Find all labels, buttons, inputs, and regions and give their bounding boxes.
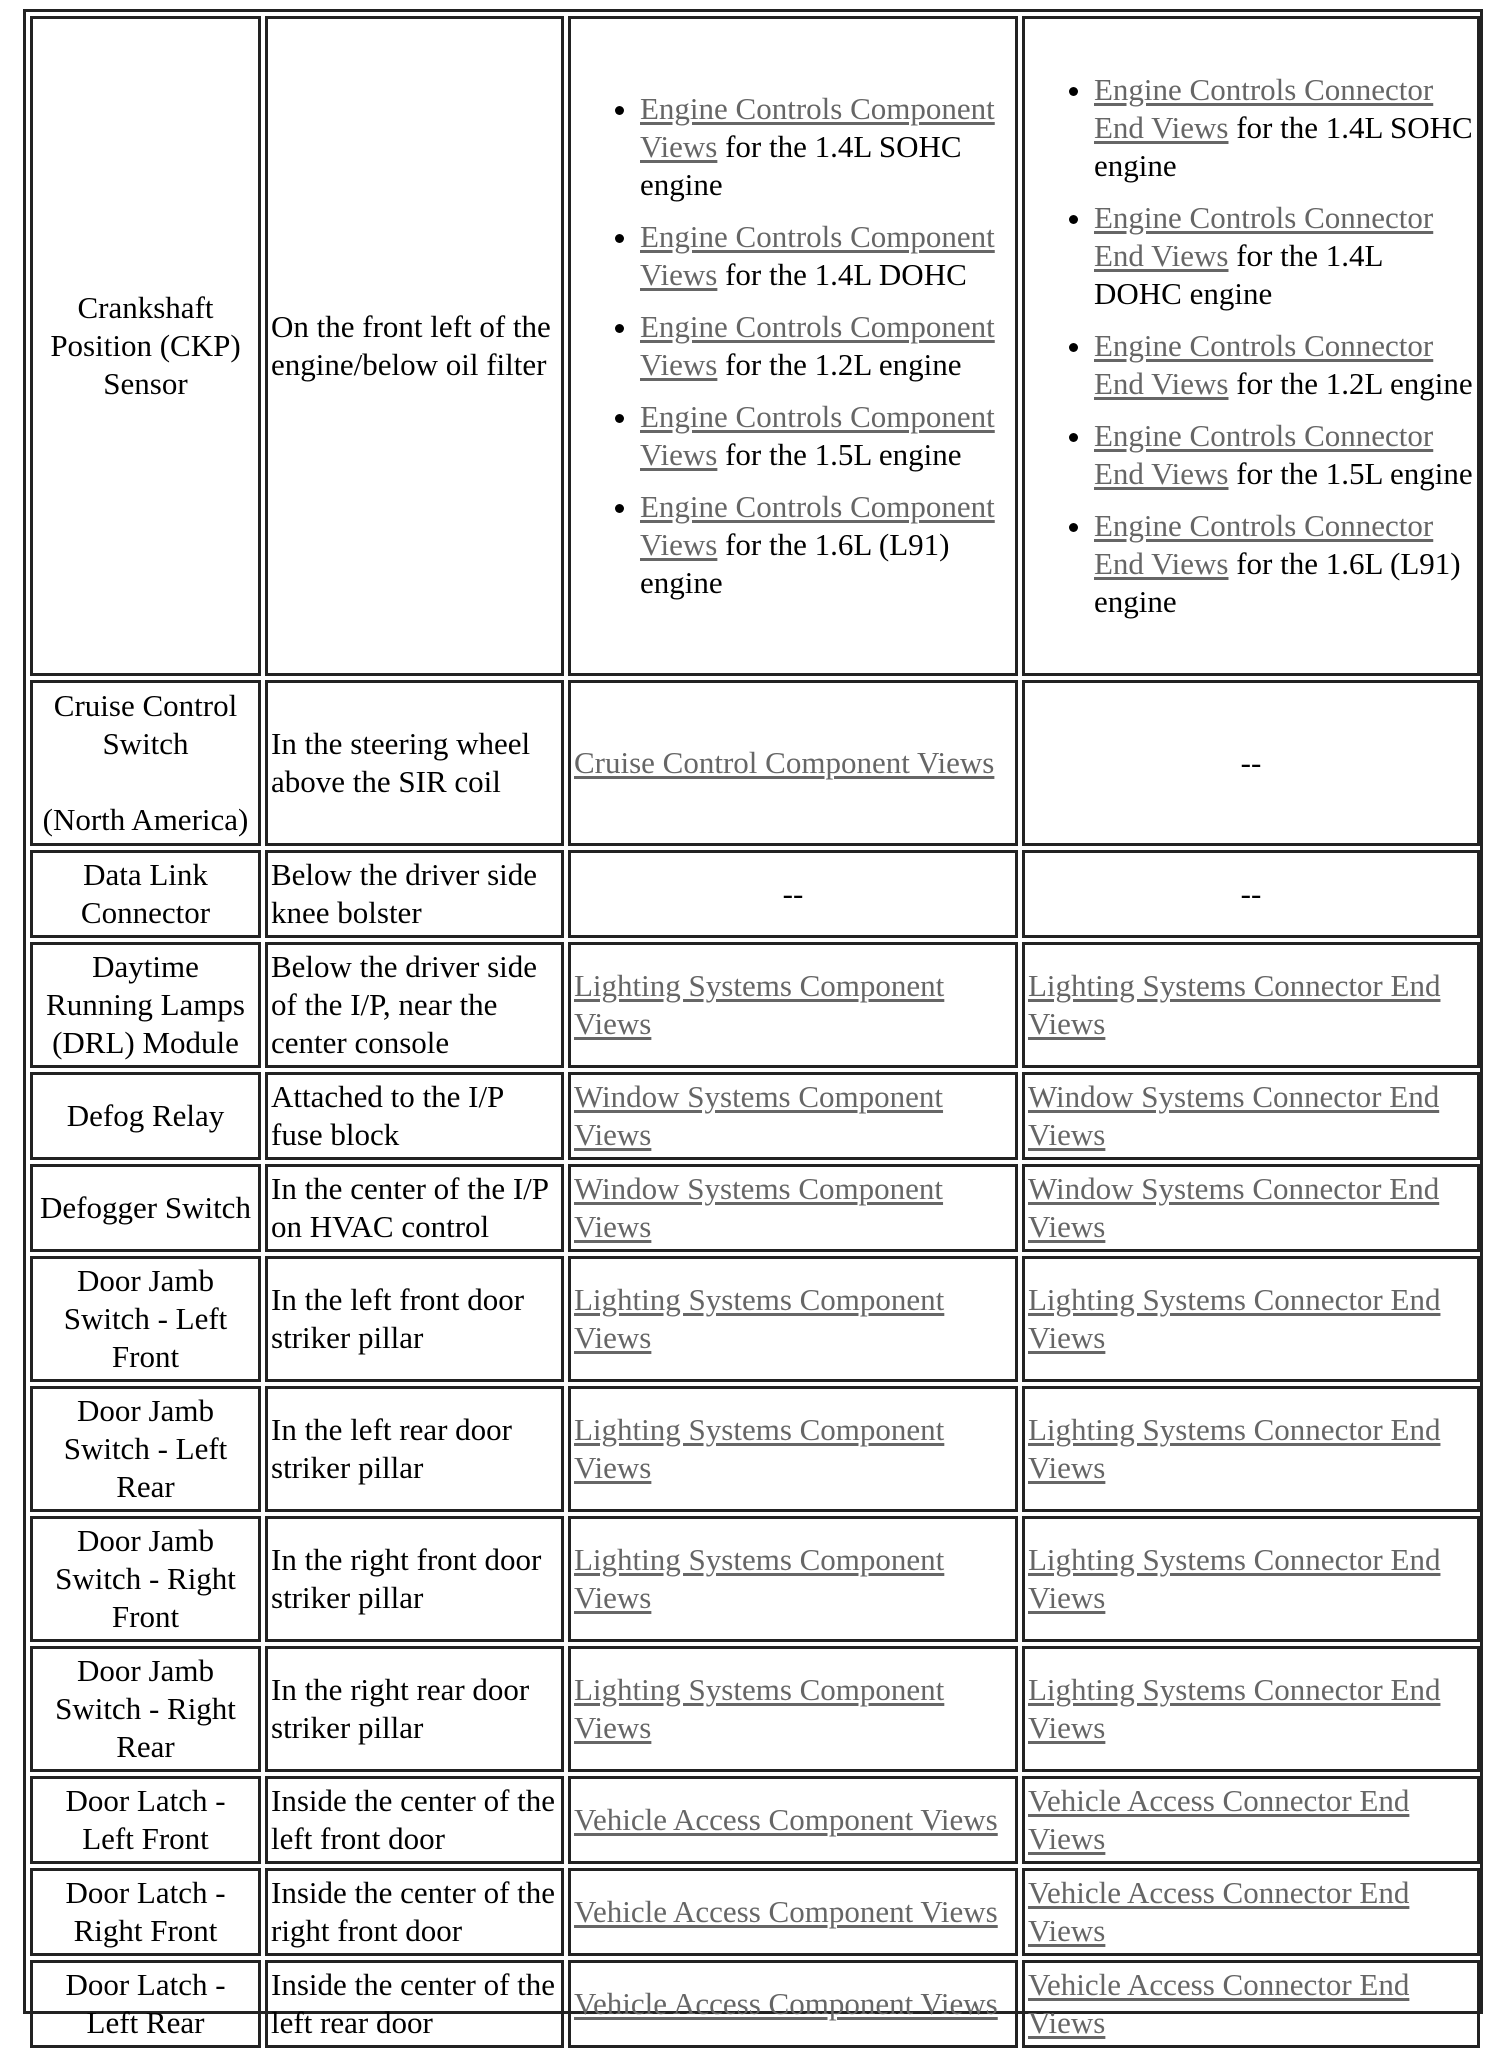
list-item <box>1094 417 1474 493</box>
component-views-link[interactable]: Engine Controls Component Views <box>640 489 995 562</box>
connector-views-cell <box>1022 1164 1480 1252</box>
connector-views-cell <box>1022 1386 1480 1512</box>
connector-views-link[interactable]: Lighting Systems Connector End Views <box>1028 1282 1441 1355</box>
component-views-link[interactable]: Lighting Systems Component Views <box>574 1542 945 1615</box>
table-row <box>30 16 1480 676</box>
table-row <box>30 850 1480 938</box>
component-views-cell <box>568 1164 1018 1252</box>
connector-views-cell <box>1022 1960 1480 2048</box>
table-body <box>30 16 1480 2048</box>
connector-views-link[interactable]: Window Systems Connector End Views <box>1028 1171 1440 1244</box>
component-views-link[interactable]: Lighting Systems Component Views <box>574 1282 945 1355</box>
location-cell <box>265 942 564 1068</box>
location-cell <box>265 1776 564 1864</box>
component-views-cell <box>568 1516 1018 1642</box>
component-name: Door Jamb Switch - Right Front <box>55 1523 236 1634</box>
component-views-link[interactable]: Vehicle Access Component Views <box>574 1894 998 1929</box>
connector-views-list <box>1028 71 1474 621</box>
component-views-link[interactable]: Engine Controls Component Views <box>640 91 995 164</box>
location-text: Inside the center of the right front door <box>271 1875 556 1948</box>
component-views-link[interactable]: Cruise Control Component Views <box>574 745 995 780</box>
component-views-link[interactable]: Engine Controls Component Views <box>640 219 995 292</box>
component-name-cell <box>30 1164 261 1252</box>
component-locator-table <box>26 12 1484 2052</box>
line-gap <box>36 763 255 801</box>
connector-views-link[interactable]: Vehicle Access Connector End Views <box>1028 1783 1410 1856</box>
connector-views-link[interactable]: Engine Controls Connector End Views <box>1094 418 1434 491</box>
component-name-cell <box>30 1516 261 1642</box>
list-item <box>1094 71 1474 185</box>
link-suffix: for the 1.5L engine <box>717 437 962 472</box>
link-suffix: for the 1.4L DOHC <box>717 257 967 292</box>
connector-views-cell <box>1022 1868 1480 1956</box>
location-cell <box>265 16 564 676</box>
component-name: Data Link Connector <box>80 857 211 930</box>
connector-views-link[interactable]: Lighting Systems Connector End Views <box>1028 968 1441 1041</box>
location-cell <box>265 1646 564 1772</box>
component-views-cell <box>568 1072 1018 1160</box>
component-name: Door Jamb Switch - Right Rear <box>55 1653 236 1764</box>
component-views-link[interactable]: Window Systems Component Views <box>574 1079 944 1152</box>
component-name: Daytime Running Lamps (DRL) Module <box>46 949 245 1060</box>
connector-views-link[interactable]: Window Systems Connector End Views <box>1028 1079 1440 1152</box>
list-item <box>1094 507 1474 621</box>
table-row <box>30 1072 1480 1160</box>
link-suffix: for the 1.4L DOHC engine <box>1094 238 1383 311</box>
location-cell <box>265 1256 564 1382</box>
component-name-cell <box>30 16 261 676</box>
connector-views-link[interactable]: Lighting Systems Connector End Views <box>1028 1542 1441 1615</box>
link-suffix: for the 1.5L engine <box>1228 456 1473 491</box>
component-name: Defogger Switch <box>40 1190 251 1225</box>
component-name: Door Latch - Right Front <box>65 1875 226 1948</box>
location-text: Inside the center of the left rear door <box>271 1967 556 2040</box>
list-item <box>640 398 1012 474</box>
component-views-link[interactable]: Engine Controls Component Views <box>640 399 995 472</box>
component-views-link[interactable]: Engine Controls Component Views <box>640 309 995 382</box>
location-text: In the left front door striker pillar <box>271 1282 525 1355</box>
table-row <box>30 1960 1480 2048</box>
component-name-cell <box>30 1072 261 1160</box>
table-row <box>30 1386 1480 1512</box>
component-name: Crankshaft Position (CKP) Sensor <box>50 290 241 401</box>
link-suffix: for the 1.4L SOHC engine <box>640 129 962 202</box>
component-views-cell <box>568 1960 1018 2048</box>
connector-views-cell <box>1022 16 1480 676</box>
location-text: In the right rear door striker pillar <box>271 1672 530 1745</box>
component-name-cell <box>30 1776 261 1864</box>
connector-views-link[interactable]: Engine Controls Connector End Views <box>1094 508 1434 581</box>
component-views-cell <box>568 1776 1018 1864</box>
table-frame <box>23 9 1483 2040</box>
link-suffix: for the 1.6L (L91) engine <box>1094 546 1461 619</box>
component-name: Defog Relay <box>66 1098 225 1133</box>
connector-views-cell <box>1022 1646 1480 1772</box>
connector-views-cell <box>1022 1072 1480 1160</box>
component-name: Door Latch - Left Rear <box>65 1967 226 2040</box>
location-cell <box>265 1072 564 1160</box>
component-name-cell <box>30 1256 261 1382</box>
list-item <box>1094 327 1474 403</box>
location-cell <box>265 1960 564 2048</box>
location-text: Attached to the I/P fuse block <box>271 1079 504 1152</box>
component-name-note: (North America) <box>42 802 249 837</box>
empty-value: -- <box>1240 745 1262 780</box>
table-row <box>30 1164 1480 1252</box>
connector-views-cell <box>1022 1776 1480 1864</box>
connector-views-cell <box>1022 1256 1480 1382</box>
connector-views-cell <box>1022 1516 1480 1642</box>
component-name: Door Jamb Switch - Left Front <box>63 1263 228 1374</box>
table-row <box>30 1776 1480 1864</box>
location-cell <box>265 1868 564 1956</box>
link-suffix: for the 1.4L SOHC engine <box>1094 110 1473 183</box>
location-text: In the left rear door striker pillar <box>271 1412 512 1485</box>
table-row <box>30 680 1480 846</box>
list-item <box>640 488 1012 602</box>
connector-views-link[interactable]: Vehicle Access Connector End Views <box>1028 1875 1410 1948</box>
connector-views-cell <box>1022 680 1480 846</box>
empty-value: -- <box>782 876 804 911</box>
location-cell <box>265 850 564 938</box>
component-views-link[interactable]: Window Systems Component Views <box>574 1171 944 1244</box>
location-cell <box>265 680 564 846</box>
component-name-cell <box>30 850 261 938</box>
component-views-link[interactable]: Lighting Systems Component Views <box>574 968 945 1041</box>
connector-views-link[interactable]: Engine Controls Connector End Views <box>1094 200 1434 273</box>
component-views-cell <box>568 1256 1018 1382</box>
location-text: In the center of the I/P on HVAC control <box>271 1171 548 1244</box>
location-text: In the right front door striker pillar <box>271 1542 542 1615</box>
link-suffix: for the 1.6L (L91) engine <box>640 527 950 600</box>
component-views-cell <box>568 1646 1018 1772</box>
connector-views-link[interactable]: Lighting Systems Connector End Views <box>1028 1412 1441 1485</box>
table-row <box>30 1256 1480 1382</box>
component-name-cell <box>30 1646 261 1772</box>
component-name-cell <box>30 1386 261 1512</box>
list-item <box>1094 199 1474 313</box>
connector-views-link[interactable]: Engine Controls Connector End Views <box>1094 72 1434 145</box>
table-row <box>30 942 1480 1068</box>
connector-views-link[interactable]: Lighting Systems Connector End Views <box>1028 1672 1441 1745</box>
table-row <box>30 1868 1480 1956</box>
table-row <box>30 1516 1480 1642</box>
location-text: Below the driver side knee bolster <box>271 857 538 930</box>
component-name-cell <box>30 680 261 846</box>
location-text: In the steering wheel above the SIR coil <box>271 726 531 799</box>
location-text: On the front left of the engine/below oil filter <box>271 309 551 382</box>
component-views-list <box>574 90 1012 602</box>
empty-value: -- <box>1240 876 1262 911</box>
location-cell <box>265 1386 564 1512</box>
component-views-link[interactable]: Lighting Systems Component Views <box>574 1412 945 1485</box>
component-views-link[interactable]: Vehicle Access Component Views <box>574 1802 998 1837</box>
component-views-cell <box>568 1386 1018 1512</box>
location-cell <box>265 1516 564 1642</box>
component-name-cell <box>30 942 261 1068</box>
list-item <box>640 308 1012 384</box>
connector-views-link[interactable]: Vehicle Access Connector End Views <box>1028 1967 1410 2040</box>
location-cell <box>265 1164 564 1252</box>
component-name: Door Jamb Switch - Left Rear <box>63 1393 228 1504</box>
component-views-cell <box>568 850 1018 938</box>
location-text: Inside the center of the left front door <box>271 1783 556 1856</box>
connector-views-cell <box>1022 942 1480 1068</box>
component-views-link[interactable]: Lighting Systems Component Views <box>574 1672 945 1745</box>
component-views-cell <box>568 680 1018 846</box>
component-views-cell <box>568 1868 1018 1956</box>
component-views-cell <box>568 16 1018 676</box>
component-name: Cruise Control Switch <box>53 688 238 761</box>
component-name-cell <box>30 1868 261 1956</box>
component-views-cell <box>568 942 1018 1068</box>
component-views-link[interactable]: Vehicle Access Component Views <box>574 1986 998 2021</box>
component-name: Door Latch - Left Front <box>65 1783 226 1856</box>
location-text: Below the driver side of the I/P, near the center console <box>271 949 538 1060</box>
list-item <box>640 218 1012 294</box>
link-suffix: for the 1.2L engine <box>717 347 962 382</box>
link-suffix: for the 1.2L engine <box>1228 366 1473 401</box>
list-item <box>640 90 1012 204</box>
connector-views-cell <box>1022 850 1480 938</box>
component-name-cell <box>30 1960 261 2048</box>
connector-views-link[interactable]: Engine Controls Connector End Views <box>1094 328 1434 401</box>
table-row <box>30 1646 1480 1772</box>
